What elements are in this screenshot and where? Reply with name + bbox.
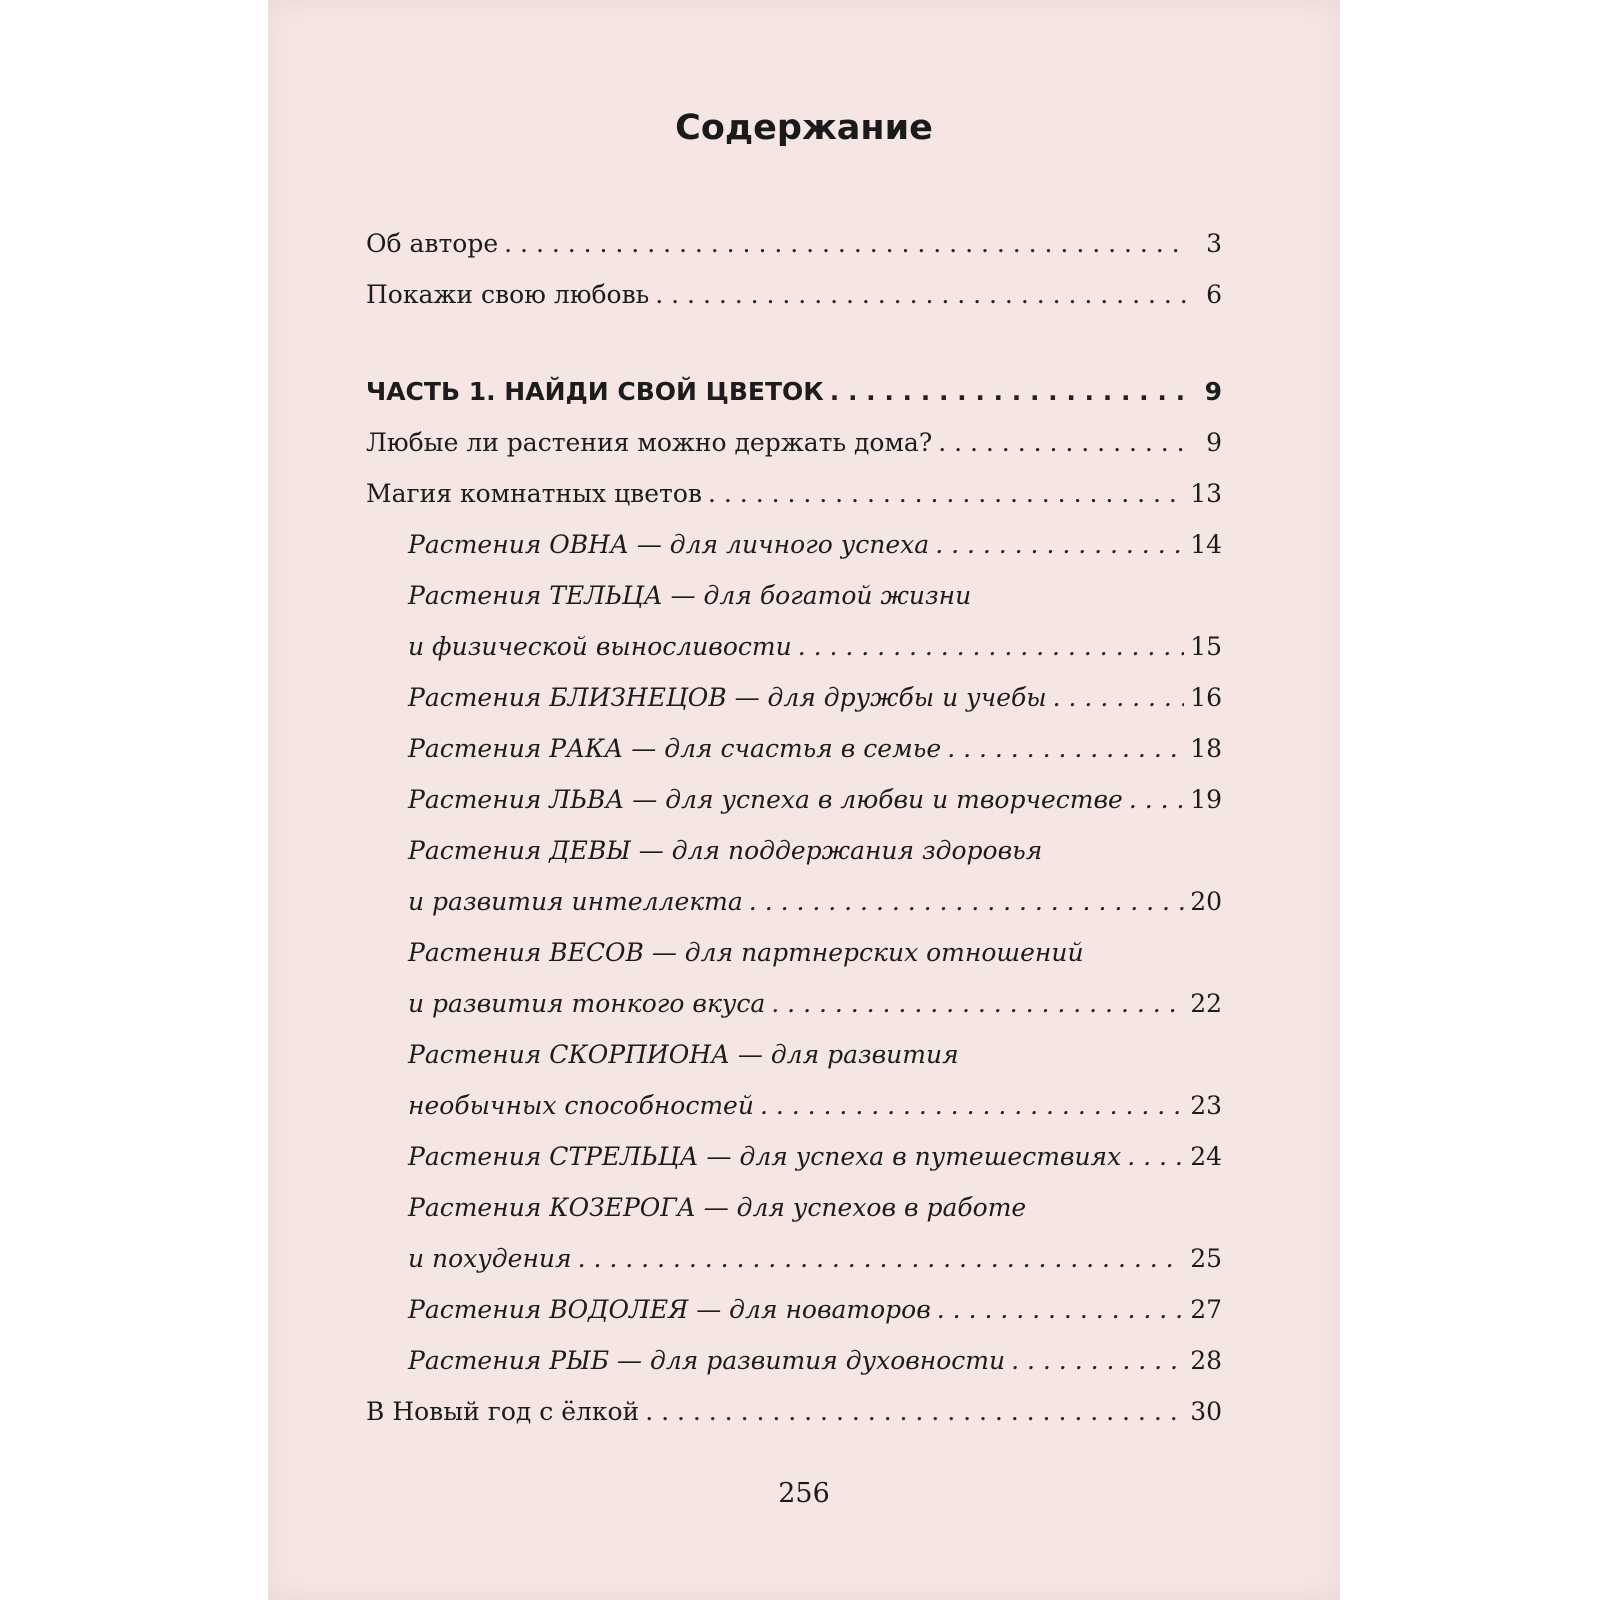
- toc-entry-title: и развития тонкого вкуса: [408, 989, 766, 1018]
- toc-entry-about-author: [366, 218, 1222, 269]
- toc-entry-page: 24: [1190, 1142, 1222, 1171]
- toc-entry-title: Растения ВОДОЛЕЯ — для новаторов: [408, 1295, 931, 1324]
- dot-leader: [947, 723, 1184, 774]
- toc-entry-sagittarius: [366, 1131, 1222, 1182]
- dot-leader: [935, 519, 1184, 570]
- toc-entry-page: 6: [1206, 280, 1222, 309]
- toc-entry-page: 28: [1190, 1346, 1222, 1375]
- toc-entry-title: Растения БЛИЗНЕЦОВ — для дружбы и учебы: [408, 683, 1047, 712]
- toc-entry-show-love: [366, 269, 1222, 320]
- toc-entry-title: Растения РЫБ — для развития духовности: [408, 1346, 1006, 1375]
- toc-entry-part-1: [366, 366, 1222, 417]
- dot-leader: [938, 417, 1186, 468]
- toc-entry-page: 25: [1190, 1244, 1222, 1273]
- dot-leader: [1011, 1335, 1184, 1386]
- dot-leader: [937, 1284, 1184, 1335]
- dot-leader: [578, 1233, 1185, 1284]
- toc-entry-title: Растения ЛЬВА — для успеха в любви и творчестве: [408, 785, 1123, 814]
- toc-entry-cancer: [366, 723, 1222, 774]
- toc-entry-title: Растения СТРЕЛЬЦА — для успеха в путешествиях: [408, 1142, 1122, 1171]
- page-number: 256: [778, 1478, 830, 1509]
- toc-entry-title: Об авторе: [366, 229, 499, 258]
- dot-leader: [760, 1080, 1184, 1131]
- toc-entry-title: необычных способностей: [408, 1091, 754, 1120]
- dot-leader: [798, 621, 1184, 672]
- toc-entry-title-line1: Растения ВЕСОВ — для партнерских отношений: [408, 938, 1084, 967]
- toc-entry-leo: [366, 774, 1222, 825]
- dot-leader: [504, 218, 1186, 269]
- toc-entry-aries: [366, 519, 1222, 570]
- toc-entry-title: ЧАСТЬ 1. НАЙДИ СВОЙ ЦВЕТОК: [366, 377, 824, 406]
- toc-entry-pisces: [366, 1335, 1222, 1386]
- toc-entry-page: 19: [1190, 785, 1222, 814]
- toc-entry-capricorn: [366, 1182, 1222, 1284]
- toc-entry-page: 22: [1190, 989, 1222, 1018]
- toc-entry-title-line1: Растения СКОРПИОНА — для развития: [408, 1040, 959, 1069]
- toc-entry-aquarius: [366, 1284, 1222, 1335]
- toc-entry-page: 9: [1204, 377, 1222, 406]
- toc-entry-page: 30: [1190, 1397, 1222, 1426]
- toc-entry-title-line1: Растения ДЕВЫ — для поддержания здоровья: [408, 836, 1043, 865]
- toc-entry-virgo: [366, 825, 1222, 927]
- dot-leader: [655, 269, 1186, 320]
- dot-leader: [830, 366, 1186, 417]
- dot-leader: [749, 876, 1184, 927]
- toc-entry-title: Покажи свою любовь: [366, 280, 650, 309]
- toc-entry-title: Любые ли растения можно держать дома?: [366, 428, 933, 457]
- toc-entry-page: 13: [1190, 479, 1222, 508]
- toc-entry-page: 18: [1190, 734, 1222, 763]
- toc-entry-title-line1: Растения КОЗЕРОГА — для успехов в работе: [408, 1193, 1027, 1222]
- toc-entry-scorpio: [366, 1029, 1222, 1131]
- toc-entry-libra: [366, 927, 1222, 1029]
- book-page: [268, 0, 1340, 1600]
- toc-entry-title: и похудения: [408, 1244, 572, 1273]
- toc-entry-page: 3: [1206, 229, 1222, 258]
- dot-leader: [771, 978, 1184, 1029]
- toc-entry-title: Растения РАКА — для счастья в семье: [408, 734, 942, 763]
- toc-entry-taurus: [366, 570, 1222, 672]
- toc-entry-title: Растения ОВНА — для личного успеха: [408, 530, 930, 559]
- toc-entry-title: Магия комнатных цветов: [366, 479, 703, 508]
- page-title: Содержание: [675, 108, 933, 148]
- toc-entry-page: 16: [1190, 683, 1222, 712]
- dot-leader: [1127, 1131, 1184, 1182]
- table-of-contents: [366, 218, 1222, 1437]
- dot-leader: [708, 468, 1184, 519]
- toc-entry-page: 27: [1190, 1295, 1222, 1324]
- toc-entry-magic: [366, 468, 1222, 519]
- toc-entry-page: 14: [1190, 530, 1222, 559]
- toc-entry-title: и развития интеллекта: [408, 887, 743, 916]
- toc-entry-new-year: [366, 1386, 1222, 1437]
- toc-entry-any-plants: [366, 417, 1222, 468]
- dot-leader: [645, 1386, 1184, 1437]
- toc-entry-page: 15: [1190, 632, 1222, 661]
- toc-entry-title-line1: Растения ТЕЛЬЦА — для богатой жизни: [408, 581, 972, 610]
- toc-entry-page: 9: [1206, 428, 1222, 457]
- dot-leader: [1053, 672, 1185, 723]
- toc-entry-gemini: [366, 672, 1222, 723]
- dot-leader: [1129, 774, 1184, 825]
- toc-entry-page: 23: [1190, 1091, 1222, 1120]
- toc-entry-page: 20: [1190, 887, 1222, 916]
- toc-entry-title: и физической выносливости: [408, 632, 792, 661]
- toc-entry-title: В Новый год с ёлкой: [366, 1397, 640, 1426]
